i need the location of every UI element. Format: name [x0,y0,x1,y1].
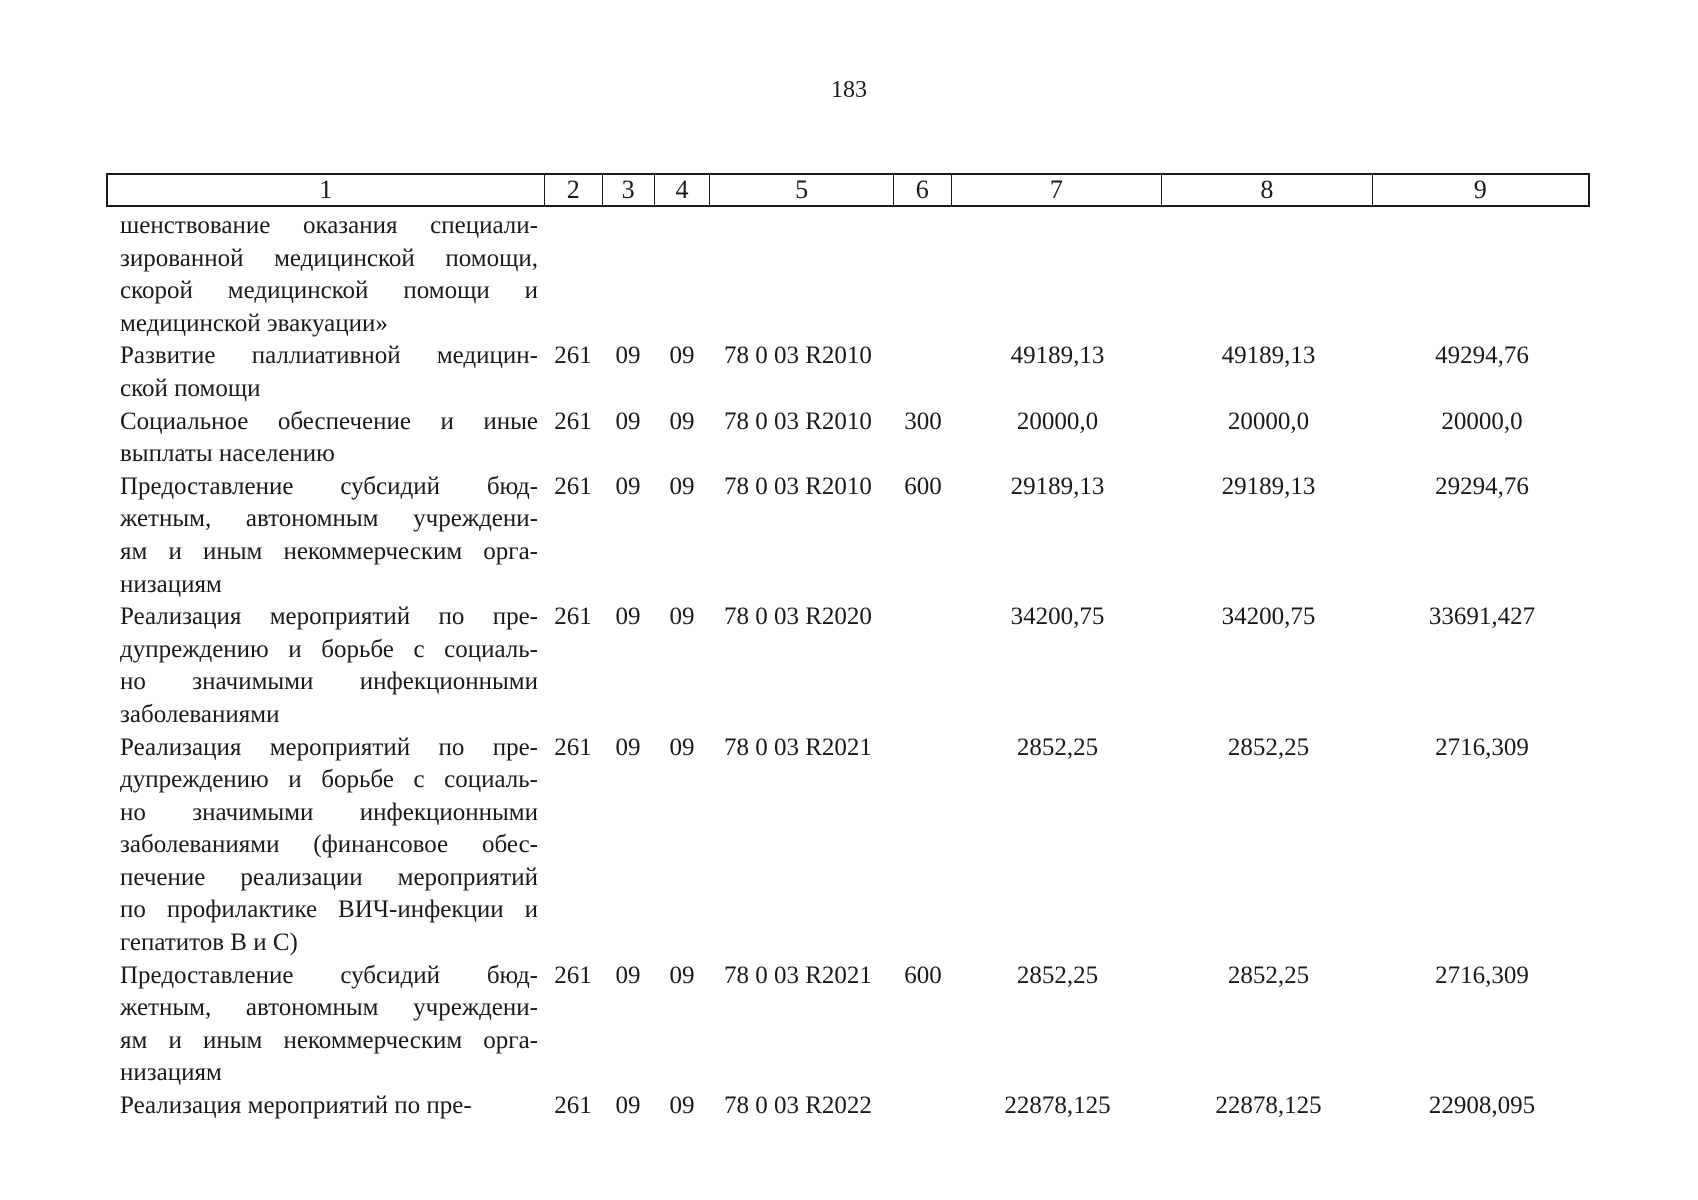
description-line: дупреждению и борьбе с социаль- [120,635,538,663]
cell-col-9 [1374,210,1590,340]
description-line: Реализация мероприятий по пре- [120,603,538,631]
cell-col-4: 09 [669,961,695,989]
cell-col-4 [654,210,710,340]
row-description [106,406,544,471]
cell-col-6: 600 [904,961,942,989]
description-line: Развитие паллиативной медицин- [120,342,538,370]
cell-col-8: 22878,125 [1215,1092,1322,1120]
header-cell-5: 5 [710,175,894,205]
description-line: ям и иным некоммерческим орга- [120,537,538,565]
description-line: выплаты населению [120,440,335,468]
row-description [106,732,544,960]
description-line: Предоставление субсидий бюд- [120,961,538,989]
row-description [106,471,544,601]
cell-col-2: 261 [554,603,592,631]
table-row [106,1090,1590,1123]
cell-col-2: 261 [554,1092,592,1120]
description-line: скорой медицинской помощи и [120,277,538,305]
cell-col-6 [894,601,952,731]
header-cell-9: 9 [1473,175,1487,204]
table-row [106,210,1590,340]
description-line: Социальное обеспечение и иные [120,407,538,435]
cell-col-9: 49294,76 [1435,342,1529,370]
cell-col-7 [952,210,1163,340]
table-row [106,471,1590,601]
description-line: заболеваниями (финансовое обес- [120,831,538,859]
header-cell-4: 4 [655,175,711,205]
header-cell-8: 8 [1162,175,1372,205]
cell-col-2: 261 [554,472,592,500]
description-line: медицинской эвакуации» [120,309,388,337]
description-line: по профилактике ВИЧ-инфекции и [120,896,538,924]
cell-col-8: 2852,25 [1227,733,1310,761]
description-line: шенствование оказания специали- [120,212,538,239]
cell-col-5: 78 0 03 R2010 [724,342,872,370]
table-row [106,960,1590,1090]
description-line: заболеваниями [120,700,280,728]
table-row [106,601,1590,731]
cell-col-5: 78 0 03 R2021 [724,733,872,761]
cell-col-7: 2852,25 [1016,961,1099,989]
cell-col-3: 09 [615,733,641,761]
description-line: Реализация мероприятий по пре- [120,1092,472,1120]
cell-col-3: 09 [615,407,641,435]
header-cell-6: 6 [894,175,952,205]
cell-col-2: 261 [554,733,592,761]
cell-col-2: 261 [554,342,592,370]
cell-col-7: 34200,75 [1010,603,1105,631]
row-description [106,1090,544,1123]
cell-col-6: 300 [904,407,942,435]
page-number: 183 [831,77,867,103]
table-body [106,210,1590,1123]
row-description [106,210,544,340]
cell-col-9: 20000,0 [1441,407,1523,435]
cell-col-4: 09 [669,472,695,500]
cell-col-4: 09 [669,603,695,631]
cell-col-7: 29189,13 [1010,472,1105,500]
cell-col-5: 78 0 03 R2021 [724,961,872,989]
description-line: Предоставление субсидий бюд- [120,472,538,500]
cell-col-3 [602,210,654,340]
table-row [106,732,1590,960]
row-description [106,960,544,1090]
cell-col-3: 09 [615,342,641,370]
cell-col-9: 2716,309 [1435,961,1529,989]
description-line: жетным, автономным учреждени- [120,505,538,533]
cell-col-2: 261 [554,407,592,435]
cell-col-2: 261 [554,961,592,989]
cell-col-7: 2852,25 [1016,733,1099,761]
description-line: жетным, автономным учреждени- [120,994,538,1022]
description-line: ям и иным некоммерческим орга- [120,1026,538,1054]
description-line: но значимыми инфекционными [120,798,538,826]
cell-col-5: 78 0 03 R2022 [724,1092,872,1120]
header-cell-3: 3 [603,175,655,205]
cell-col-3: 09 [615,603,641,631]
cell-col-8: 49189,13 [1221,342,1316,370]
cell-col-9: 22908,095 [1428,1092,1536,1120]
description-line: низациям [120,570,222,598]
cell-col-3: 09 [615,472,641,500]
cell-col-3: 09 [615,1092,641,1120]
cell-col-5: 78 0 03 R2010 [724,407,872,435]
header-cell-7: 7 [952,175,1162,205]
row-description [106,601,544,731]
cell-col-6: 600 [904,472,942,500]
header-cell-2: 2 [545,175,603,205]
cell-col-8: 29189,13 [1221,472,1316,500]
cell-col-9: 33691,427 [1428,603,1536,631]
cell-col-5 [710,210,894,340]
description-line: ской помощи [120,374,261,402]
cell-col-4: 09 [669,342,695,370]
description-line: зированной медицинской помощи, [120,244,538,272]
cell-col-2 [544,210,602,340]
cell-col-6 [894,1090,952,1123]
description-line: но значимыми инфекционными [120,668,538,696]
cell-col-5: 78 0 03 R2020 [724,603,872,631]
cell-col-8 [1163,210,1374,340]
header-cell-1: 1 [108,175,545,205]
table-header [106,173,1590,207]
cell-col-9: 2716,309 [1435,733,1529,761]
cell-col-8: 20000,0 [1227,407,1310,435]
cell-col-4: 09 [669,1092,695,1120]
cell-col-3: 09 [615,961,641,989]
cell-col-8: 34200,75 [1221,603,1316,631]
table-row [106,340,1590,405]
cell-col-7: 20000,0 [1016,407,1099,435]
description-line: Реализация мероприятий по пре- [120,733,538,761]
cell-col-4: 09 [669,733,695,761]
cell-col-6 [894,732,952,960]
cell-col-6 [894,340,952,405]
row-description [106,340,544,405]
cell-col-8: 2852,25 [1227,961,1310,989]
cell-col-4: 09 [669,407,695,435]
description-line: низациям [120,1059,222,1087]
description-line: дупреждению и борьбе с социаль- [120,766,538,794]
description-line: печение реализации мероприятий [120,863,538,891]
description-line: гепатитов В и С) [120,929,298,957]
cell-col-6 [894,210,952,340]
cell-col-9: 29294,76 [1435,472,1529,500]
cell-col-7: 22878,125 [1004,1092,1111,1120]
table-row [106,406,1590,471]
cell-col-7: 49189,13 [1010,342,1105,370]
cell-col-5: 78 0 03 R2010 [724,472,872,500]
